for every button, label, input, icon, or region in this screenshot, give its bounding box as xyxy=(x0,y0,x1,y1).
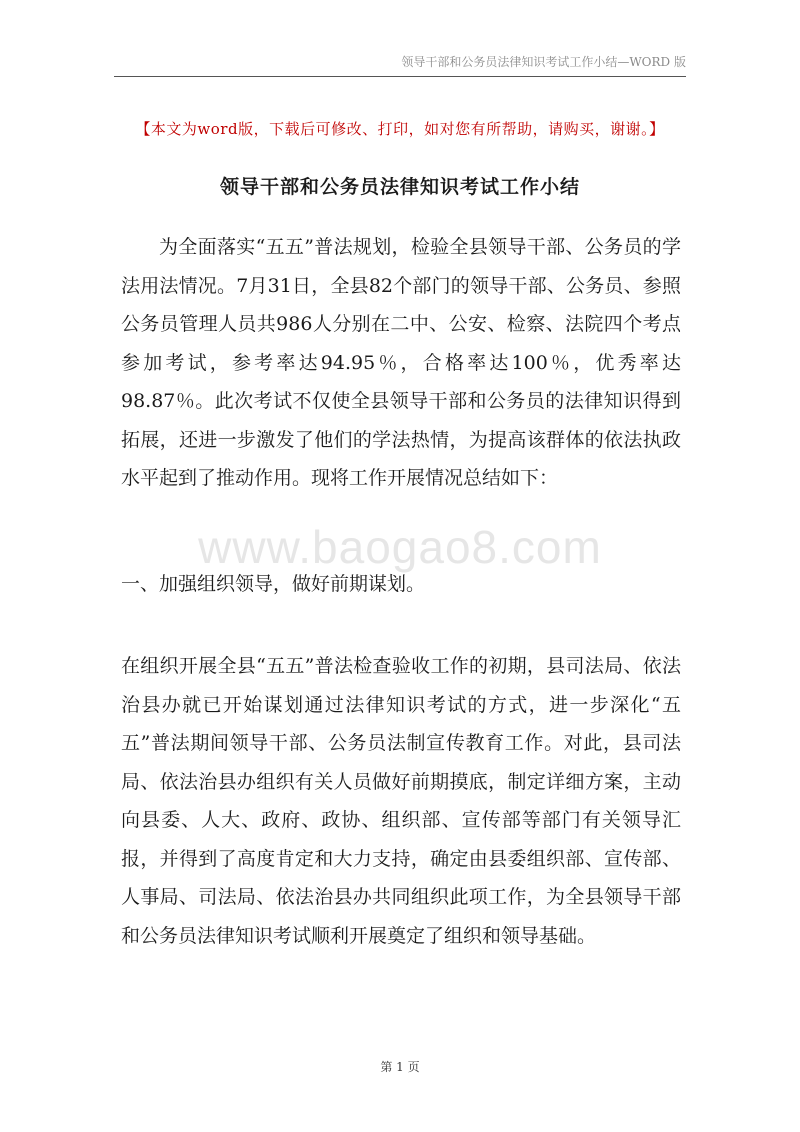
document-title: 领导干部和公务员法律知识考试工作小结 xyxy=(219,176,580,198)
intro-paragraph: 为全面落实“五五”普法规划，检验全县领导干部、公务员的学法用法情况。7月31日，全县82个部门的领导干部、公务员、参照公务员管理人员共986人分别在二中、公安、检察、法院四个考点参加考试，参考率达94.95％，合格率达100％，优秀率达98.87％。此次考试不仅使全县领导干部和公务员的法律知识得到拓展，还进一步激发了他们的学法热情，为提高该群体的依法执政水平起到了推动作用。现将工作开展情况总结如下： xyxy=(121,236,681,489)
section-paragraph: 在组织开展全县“五五”普法检查验收工作的初期，县司法局、依法治县办就已开始谋划通过法律知识考试的方式，进一步深化“五五”普法期间领导干部、公务员法制宣传教育工作。对此，县司法局、依法治县办组织有关人员做好前期摸底，制定详细方案，主动向县委、人大、政府、政协、组织部、宣传部等部门有关领导汇报，并得到了高度肯定和大力支持，确定由县委组织部、宣传部、人事局、司法局、依法治县办共同组织此项工作，为全县领导干部和公务员法律知识考试顺利开展奠定了组织和领导基础。 xyxy=(121,655,681,947)
page-number: 第 1 页 xyxy=(380,1060,420,1074)
running-title: 领导干部和公务员法律知识考试工作小结—WORD 版 xyxy=(401,55,686,69)
watermark: www.baogao8.com xyxy=(198,521,602,573)
download-notice: 【本文为word版，下载后可修改、打印，如对您有所帮助，请购买，谢谢。】 xyxy=(135,120,665,138)
page-header xyxy=(114,52,686,77)
section-heading: 一、加强组织领导，做好前期谋划。 xyxy=(121,573,426,595)
